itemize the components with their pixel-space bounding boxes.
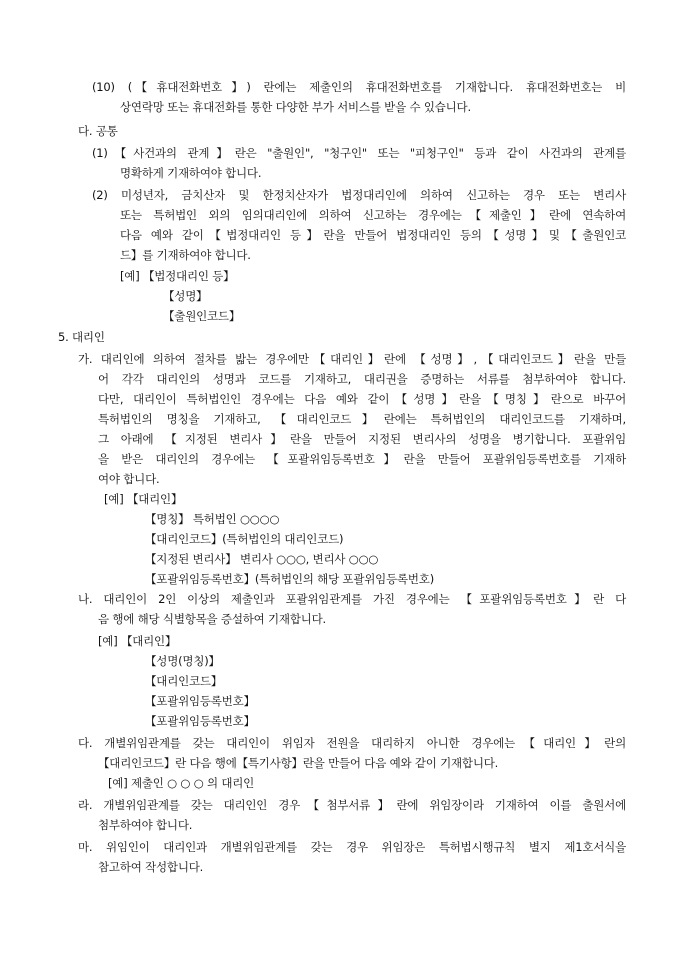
text-line: 나. 대리인이 2인 이상의 제출인과 포괄위임관계를 가진 경우에는 【포괄위임등록번호】란 다 [78,592,626,606]
text-line: 다. 공통 [78,124,118,138]
text-line: 음 행에 해당 식별항목을 증설하여 기재합니다. [98,612,327,626]
text-line: 또는 특허법인 외의 임의대리인에 의하여 신고하는 경우에는【제출인】란에 연속하여 [120,208,626,222]
text-line: 여야 합니다. [98,472,160,486]
text-line: 다. 개별위임관계를 갖는 대리인이 위임자 전원을 대리하지 아니한 경우에는【대리인】란의 [78,736,626,750]
text-line: 【지정된 변리사】 변리사 ○○○, 변리사 ○○○ [145,552,379,566]
text-line: 【대리인코드】(특허법인의 대리인코드) [145,532,344,546]
text-line: 드】를 기재하여야 합니다. [120,248,251,262]
text-line: 특허법인의 명칭을 기재하고, 【대리인코드】란에는 특허법인의 대리인코드를 기재하며, [98,412,626,426]
text-line: [예] 【법정대리인 등】 [120,269,235,283]
text-line: (2) 미성년자, 금치산자 및 한정치산자가 법정대리인에 의하여 신고하는 경우 또는 변리사 [92,188,626,202]
text-line: [예] 【대리인】 [98,634,177,648]
text-line: 첨부하여야 합니다. [98,818,193,832]
text-line: 5. 대리인 [58,330,105,344]
text-line: [예] 【대리인】 [104,492,183,506]
text-line: (10) (【휴대전화번호】) 란에는 제출인의 휴대전화번호를 기재합니다. 휴대전화번호는 비 [92,80,626,94]
text-line: [예] 제출인 ○ ○ ○ 의 대리인 [108,776,255,790]
text-line: 다만, 대리인이 특허법인인 경우에는 다음 예와 같이【성명】란을【명칭】란으로 바꾸어 [98,392,626,406]
text-line: 【성명(명칭)】 [145,654,220,668]
text-line: 어 각각 대리인의 성명과 코드를 기재하고, 대리권을 증명하는 서류를 첨부하여야 합니다. [98,372,626,386]
text-line: 상연락망 또는 휴대전화를 통한 다양한 부가 서비스를 받을 수 있습니다. [120,100,471,114]
text-line: 【대리인코드】 [145,674,223,688]
text-line: 가. 대리인에 의하여 절차를 밟는 경우에만【대리인】란에 【성명】,【대리인코드】란을 만들 [78,352,626,366]
text-line: (1)【사건과의 관계】란은 "출원인", "청구인" 또는 "피청구인" 등과 같이 사건과의 관계를 [92,146,626,160]
text-line: 【포괄위임등록번호】 [145,714,255,728]
text-line: 을 받은 대리인의 경우에는 【포괄위임등록번호】란을 만들어 포괄위임등록번호를 기재하 [98,452,626,466]
text-line: 명확하게 기재하여야 합니다. [120,166,262,180]
text-line: 【명칭】 특허법인 ○○○○ [145,512,280,526]
text-line: 마. 위임인이 대리인과 개별위임관계를 갖는 경우 위임장은 특허법시행규칙 별지 제1호서식을 [78,840,626,854]
text-line: 참고하여 작성합니다. [98,860,204,874]
text-line: 【대리인코드】란 다음 행에【특기사항】란을 만들어 다음 예와 같이 기재합니다. [98,756,499,770]
text-line: 다음 예와 같이【법정대리인 등】란을 만들어 법정대리인 등의【성명】및【출원인코 [120,228,626,242]
text-line: 【성명】 [163,289,208,303]
text-line: 그 아래에 【지정된 변리사】란을 만들어 지정된 변리사의 성명을 병기합니다. 포괄위임 [98,432,626,446]
text-line: 라. 개별위임관계를 갖는 대리인인 경우【첨부서류】란에 위임장이라 기재하여 이를 출원서에 [78,798,626,812]
text-line: 【포괄위임등록번호】 [145,694,255,708]
text-line: 【포괄위임등록번호】(특허법인의 해당 포괄위임등록번호) [145,572,434,586]
text-line: 【출원인코드】 [163,309,241,323]
